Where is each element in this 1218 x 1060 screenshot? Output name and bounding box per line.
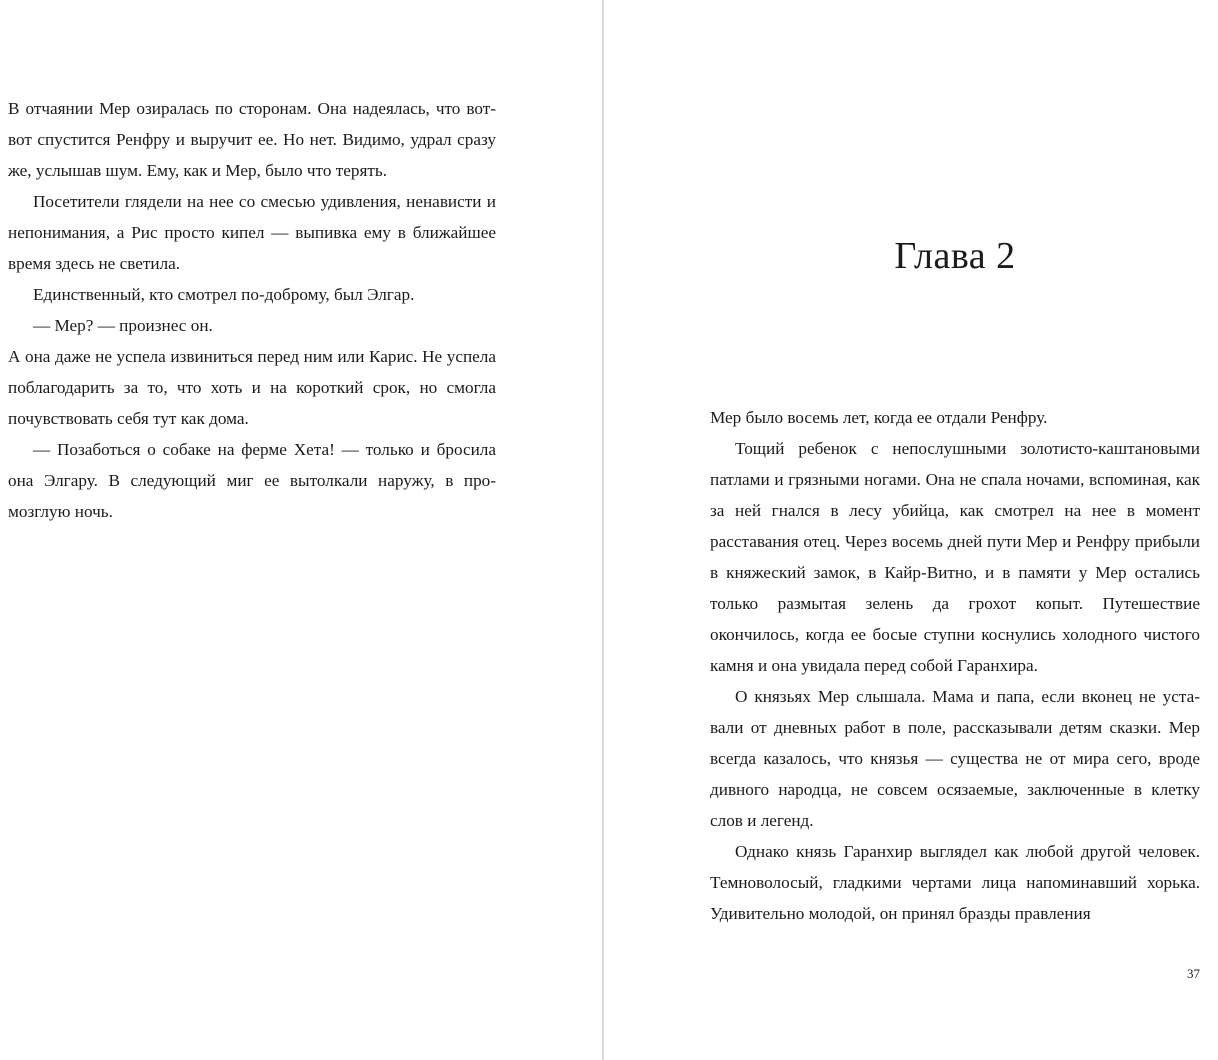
paragraph: Тощий ребенок с непослушными золотисто-каштановыми патлами и грязными ногами. Она не спала ночами, вспоминая, как за ней гнался в лесу убийца, как смотрел на нее в момент расставания отец. Через восемь дней пути Мер и Ренфру прибыли в княжеский замок, в Кайр-Витно, и в памяти у Мер остались только размытая зелень да грохот копыт. Путешествие окончилось, когда ее босые ступни коснулись холодного чистого камня и она увидала перед собой Гаранхира. [710,439,1200,675]
paragraph: Однако князь Гаранхир выглядел как любой другой человек. Темноволосый, гладкими чертами лица напоминавший хорька. Удивительно молодой, он принял бразды правления [710,842,1200,923]
paragraph: — Позаботься о собаке на ферме Хета! — только и бросила она Элгару. В следующий миг ее вытолкали наружу, в промозглую ночь. [8,440,496,521]
page-gutter [602,0,604,1060]
left-page [8,0,496,1060]
chapter-title: Глава 2 [894,235,1016,277]
paragraph: А она даже не успела извиниться перед ним или Карис. Не успела поблагодарить за то, что хоть и на короткий срок, но смогла почувствовать себя тут как дома. [8,347,496,428]
paragraph: О князьях Мер слышала. Мама и папа, если вконец не уставали от дневных работ в поле, рассказывали детям сказки. Мер всегда казалось, что князья — существа не от мира сего, вроде дивного народца, не совсем осязаемые, заключенные в клетку слов и легенд. [710,687,1200,830]
right-page-text [710,402,1200,929]
paragraph: Мер было восемь лет, когда ее отдали Ренфру. [710,408,1048,427]
right-page [710,0,1200,1060]
left-page-text [8,93,496,527]
paragraph: В отчаянии Мер озиралась по сторонам. Она надеялась, что вот-вот спустится Ренфру и выручит ее. Но нет. Видимо, удрал сразу же, услышав шум. Ему, как и Мер, было что терять. [8,99,496,180]
page-number: 37 [1187,966,1200,981]
paragraph: — Мер? — произнес он. [33,316,213,335]
paragraph: Посетители глядели на нее со смесью удивления, ненависти и непонимания, а Рис просто кипел — выпивка ему в ближайшее время здесь не светила. [8,192,496,273]
paragraph: Единственный, кто смотрел по-доброму, был Элгар. [33,285,415,304]
